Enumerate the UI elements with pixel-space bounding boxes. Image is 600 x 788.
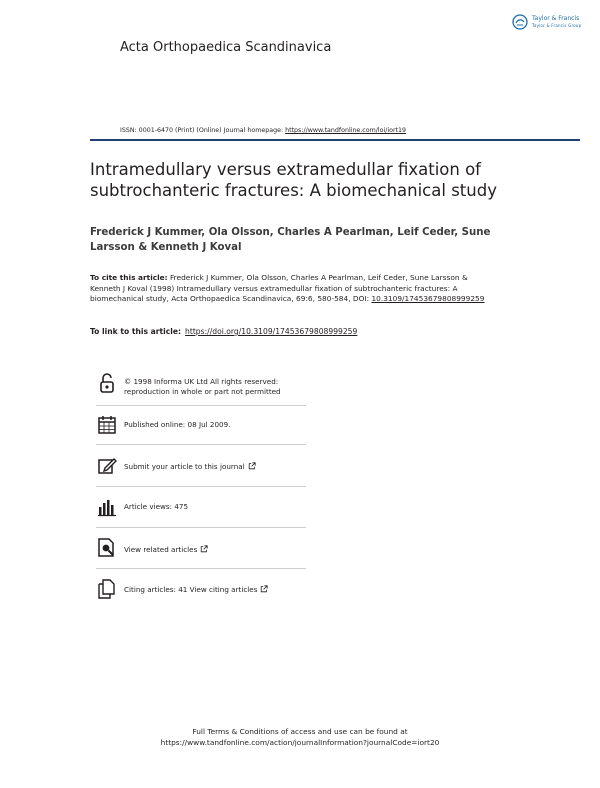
copyright-line-2: reproduction in whole or part not permitted <box>124 387 281 396</box>
open-lock-icon <box>96 372 118 394</box>
external-link-icon <box>260 585 268 593</box>
header-divider <box>90 139 580 141</box>
citation-block <box>90 273 490 305</box>
related-search-icon <box>96 537 118 559</box>
publisher-name: Taylor & Francis <box>532 15 580 22</box>
footer-line-1: Full Terms & Conditions of access and use can be found at <box>192 727 408 736</box>
external-link-icon <box>200 545 208 553</box>
citation-label: To cite this article: <box>90 273 168 282</box>
citing-documents-icon <box>96 578 118 600</box>
publisher-tagline: Taylor & Francis Group <box>532 23 582 28</box>
related-articles-link[interactable]: View related articles <box>124 545 198 554</box>
external-link-icon <box>248 462 256 470</box>
publisher-logo <box>512 14 581 30</box>
citing-articles-link[interactable]: Citing articles: 41 View citing articles <box>124 585 258 594</box>
info-divider <box>96 486 306 487</box>
article-authors: Frederick J Kummer, Ola Olsson, Charles A Pearlman, Leif Ceder, Sune Larsson & Kenneth J Koval <box>90 227 491 253</box>
journal-title: Acta Orthopaedica Scandinavica <box>120 40 332 55</box>
article-views: Article views: 475 <box>124 502 189 511</box>
submit-article-link[interactable]: Submit your article to this journal <box>124 462 245 471</box>
calendar-icon <box>96 414 118 436</box>
info-divider <box>96 405 306 406</box>
taylor-francis-logo-icon <box>512 14 528 30</box>
footer-terms <box>0 726 600 748</box>
citation-doi-link[interactable]: 10.3109/17453679808999259 <box>371 294 485 304</box>
issn-line <box>120 127 406 134</box>
copyright-line-1: © 1998 Informa UK Ltd All rights reserved: <box>124 377 279 386</box>
citation-text: Frederick J Kummer, Ola Olsson, Charles A Pearlman, Leif Ceder, Sune Larsson & Kenneth J Koval (1998) Intramedullary versus extramedullar fixation of subtrochanteric fractures: A biomechanical study, Acta Orthopaedica Scandinavica, 69:6, 580-584, DOI: <box>90 273 468 304</box>
article-link-row <box>90 327 357 336</box>
footer-journal-info-link[interactable]: https://www.tandfonline.com/action/journalInformation?journalCode=iort20 <box>160 738 440 747</box>
journal-homepage-link[interactable]: https://www.tandfonline.com/loi/iort19 <box>285 127 407 134</box>
bar-chart-icon <box>96 497 118 519</box>
edit-icon <box>96 455 118 477</box>
published-date: Published online: 08 Jul 2009. <box>124 420 231 429</box>
info-divider <box>96 444 306 445</box>
link-label: To link to this article: <box>90 327 182 336</box>
info-divider <box>96 568 306 569</box>
issn-text: ISSN: 0001-6470 (Print) (Online) Journal homepage: <box>120 127 286 134</box>
article-doi-link[interactable]: https://doi.org/10.3109/17453679808999259 <box>185 327 358 336</box>
info-divider <box>96 527 306 528</box>
article-title: Intramedullary versus extramedullar fixation of subtrochanteric fractures: A biomechanical study <box>90 160 497 200</box>
